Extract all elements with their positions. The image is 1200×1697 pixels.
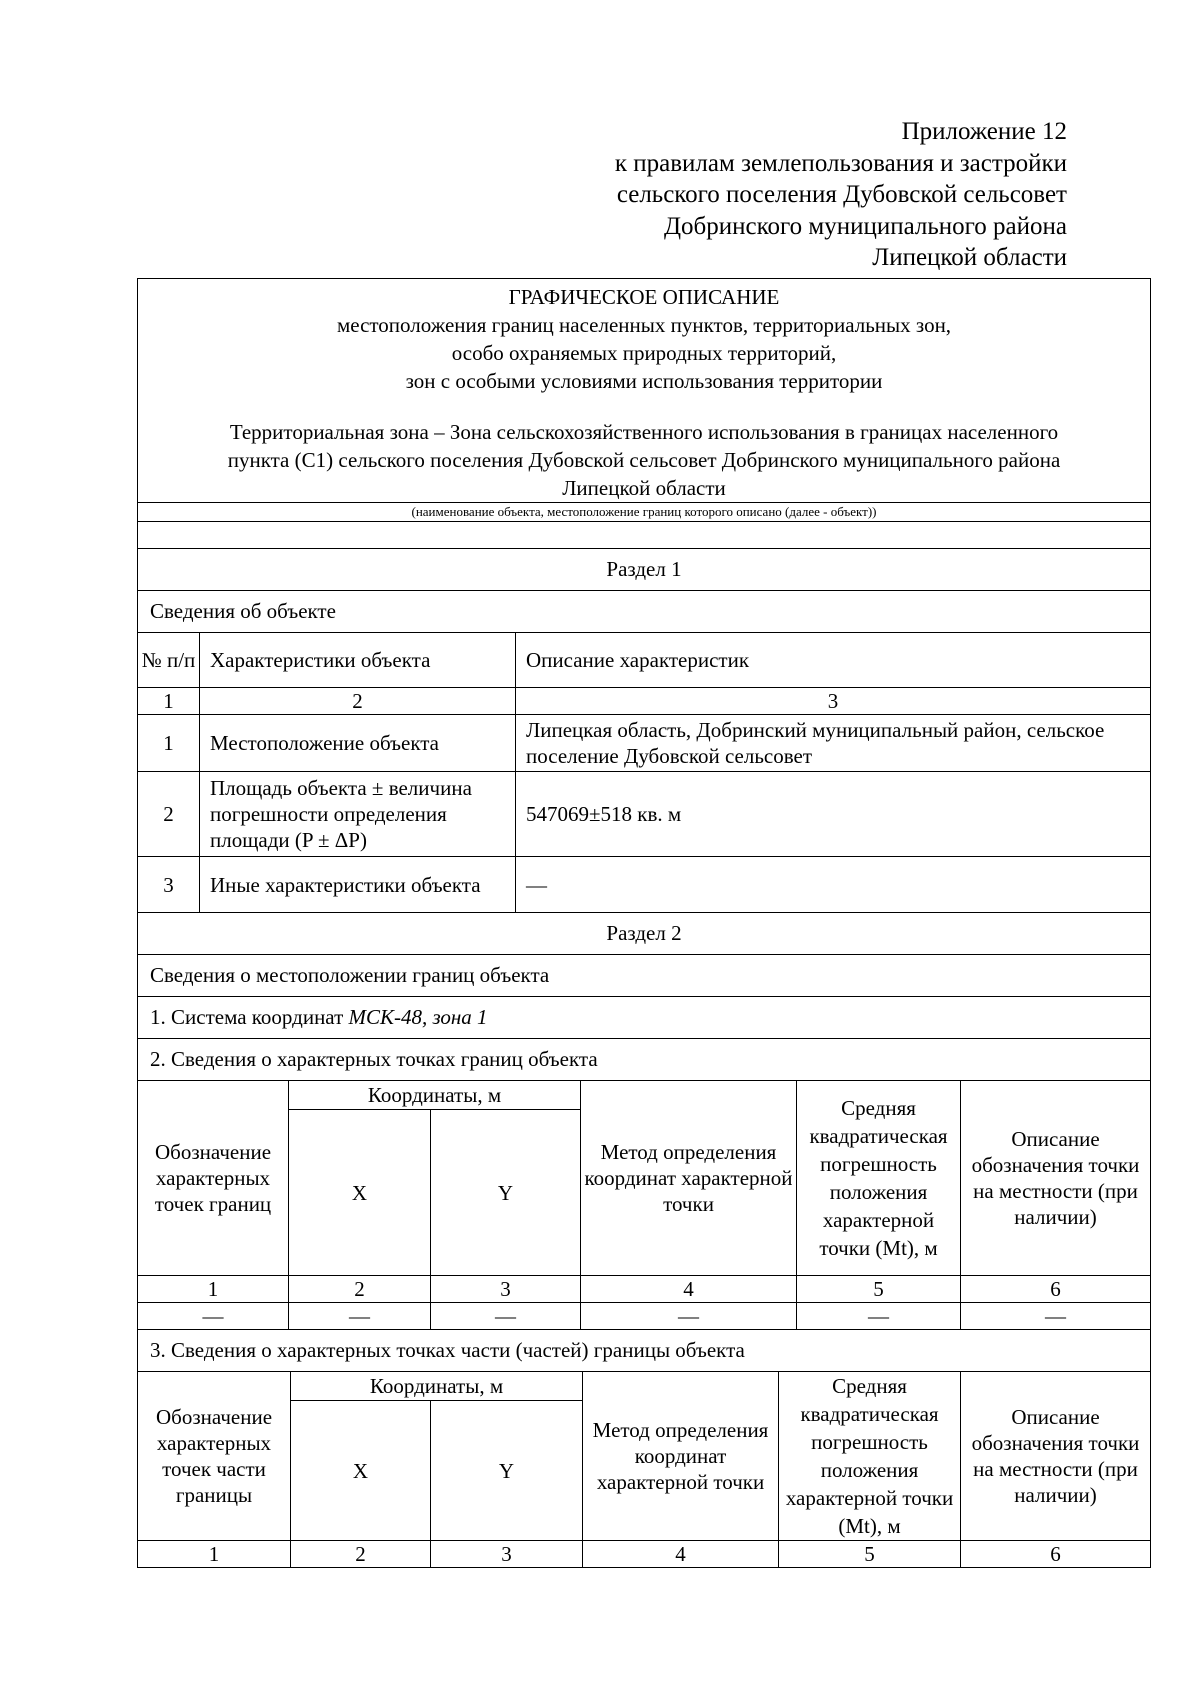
empty-value-cell: —	[431, 1303, 581, 1330]
zone-name-line: Липецкой области	[562, 476, 726, 500]
title-subline: местоположения границ населенных пунктов, территориальных зон,	[336, 313, 952, 337]
blank-row	[137, 521, 1151, 548]
header-line: к правилам землепользования и застройки	[614, 149, 1067, 177]
index-cell: 4	[581, 1276, 797, 1303]
index-cell: 6	[961, 1541, 1151, 1568]
col-header-coordinates: Координаты, м	[289, 1081, 581, 1110]
section1-subtitle: Сведения об объекте	[137, 590, 1151, 632]
col-header-x: X	[291, 1401, 431, 1541]
row-number: 2	[138, 772, 200, 857]
col-header-method: Метод определения координат характерной точки	[583, 1372, 779, 1541]
index-cell: 1	[138, 688, 200, 715]
empty-value-cell: —	[581, 1303, 797, 1330]
col-header-coordinates: Координаты, м	[291, 1372, 583, 1401]
table-row	[138, 772, 1151, 857]
document-title-block	[137, 278, 1151, 502]
row-value: Липецкая область, Добринский муниципальный район, сельское поселение Дубовской сельсовет	[516, 715, 1151, 772]
index-cell: 1	[138, 1541, 291, 1568]
row-value: —	[516, 857, 1151, 913]
index-cell: 3	[516, 688, 1151, 715]
section2-title: Раздел 2	[137, 913, 1151, 954]
coordinate-system-label: 1. Система координат	[150, 1005, 349, 1029]
header-line: Добринского муниципального района	[663, 212, 1067, 240]
col-header-point-description: Описание обозначения точки на местности (при наличии)	[961, 1081, 1151, 1276]
row-characteristic: Площадь объекта ± величина погрешности определения площади (P ± ΔP)	[200, 772, 516, 857]
row-number: 3	[138, 857, 200, 913]
zone-name-line: пункта (С1) сельского поселения Дубовской сельсовет Добринского муниципального района	[227, 448, 1061, 472]
row-characteristic: Иные характеристики объекта	[200, 857, 516, 913]
document-title: ГРАФИЧЕСКОЕ ОПИСАНИЕ	[508, 285, 780, 309]
row-number: 1	[138, 715, 200, 772]
title-subline: зон с особыми условиями использования территории	[405, 369, 883, 393]
document-frame	[137, 278, 1151, 1566]
index-cell: 6	[961, 1276, 1151, 1303]
col-header-error: Средняя квадратическая погрешность положения характерной точки (Mt), м	[797, 1081, 961, 1276]
header-line: Липецкой области	[872, 244, 1067, 271]
row-characteristic: Местоположение объекта	[200, 715, 516, 772]
row-value: 547069±518 кв. м	[516, 772, 1151, 857]
col-header-point-description: Описание обозначения точки на местности (при наличии)	[961, 1372, 1151, 1541]
coordinate-system-value: МСК-48, зона 1	[348, 1005, 488, 1029]
empty-value-cell: —	[961, 1303, 1151, 1330]
index-cell: 3	[431, 1541, 583, 1568]
parts-title: 3. Сведения о характерных точках части (частей) границы объекта	[137, 1330, 1151, 1371]
empty-value-cell: —	[797, 1303, 961, 1330]
col-header-x: X	[289, 1110, 431, 1276]
index-cell: 1	[138, 1276, 289, 1303]
col-header-number: № п/п	[138, 633, 200, 688]
table-row	[138, 857, 1151, 913]
boundary-parts-table	[137, 1371, 1151, 1568]
header-line: сельского поселения Дубовской сельсовет	[616, 181, 1067, 208]
section2-subtitle: Сведения о местоположении границ объекта	[137, 954, 1151, 996]
table-row	[138, 715, 1151, 772]
col-header-designation: Обозначение характерных точек части границы	[138, 1372, 291, 1541]
index-cell: 5	[779, 1541, 961, 1568]
col-header-description: Описание характеристик	[516, 633, 1151, 688]
col-header-error: Средняя квадратическая погрешность положения характерной точки (Mt), м	[779, 1372, 961, 1541]
col-header-designation: Обозначение характерных точек границ	[138, 1081, 289, 1276]
col-header-characteristic: Характеристики объекта	[200, 633, 516, 688]
zone-name-line: Территориальная зона – Зона сельскохозяйственного использования в границах населенного	[229, 420, 1059, 444]
col-header-y: Y	[431, 1110, 581, 1276]
index-cell: 2	[200, 688, 516, 715]
object-info-table	[137, 632, 1151, 913]
table-row	[138, 1303, 1151, 1330]
index-cell: 3	[431, 1276, 581, 1303]
section1-title: Раздел 1	[137, 548, 1151, 590]
object-name-note: (наименование объекта, местоположение границ которого описано (далее - объект))	[137, 502, 1151, 521]
empty-value-cell: —	[289, 1303, 431, 1330]
index-cell: 2	[291, 1541, 431, 1568]
coordinate-system-row	[137, 996, 1151, 1038]
index-cell: 2	[289, 1276, 431, 1303]
col-header-y: Y	[431, 1401, 583, 1541]
index-cell: 4	[583, 1541, 779, 1568]
points-title: 2. Сведения о характерных точках границ объекта	[137, 1038, 1151, 1080]
appendix-header	[367, 116, 1067, 274]
empty-value-cell: —	[138, 1303, 289, 1330]
boundary-points-table	[137, 1080, 1151, 1330]
header-line: Приложение 12	[901, 118, 1067, 145]
col-header-method: Метод определения координат характерной точки	[581, 1081, 797, 1276]
index-cell: 5	[797, 1276, 961, 1303]
title-subline: особо охраняемых природных территорий,	[451, 341, 837, 365]
